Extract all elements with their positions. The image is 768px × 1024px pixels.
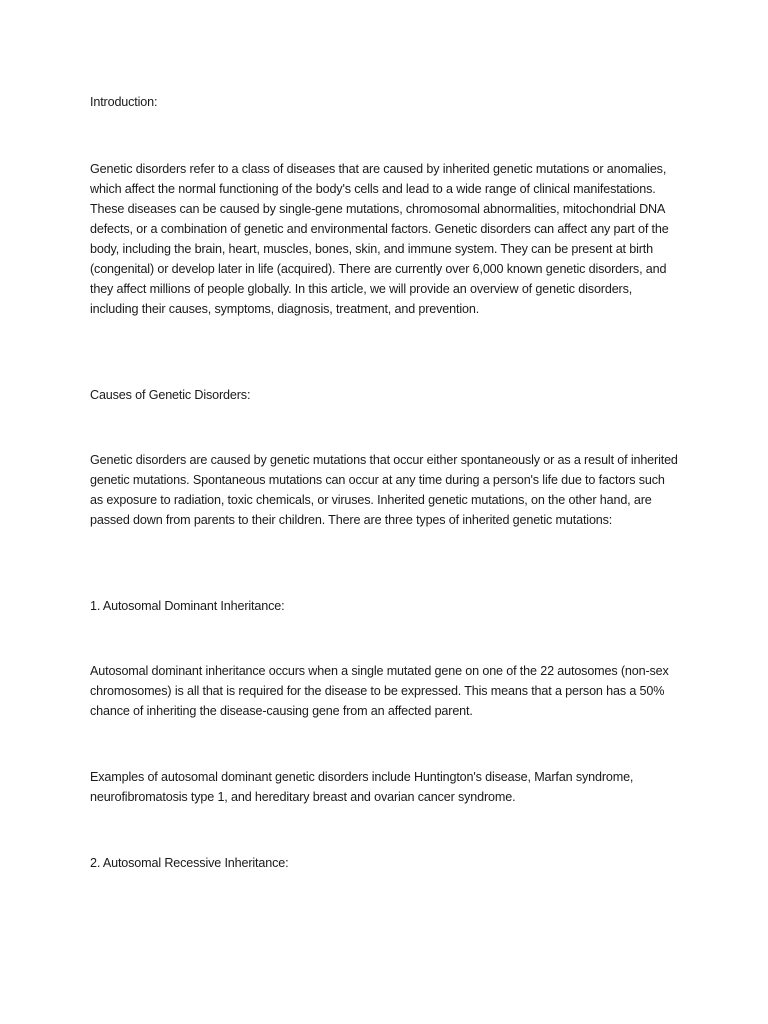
causes-paragraph: Genetic disorders are caused by genetic mutations that occur either spontaneously or as a result of inherited genetic mutations. Spontaneous mutations can occur at any time during a person's life due to factors such as exposure to radiation, toxic chemicals, or viruses. Inherited genetic mutations, on the other hand, are passed down from parents to their children. There are three types of inherited genetic mutations: [90,453,678,527]
introduction-paragraph: Genetic disorders refer to a class of diseases that are caused by inherited genetic mutations or anomalies, which affect the normal functioning of the body's cells and lead to a wide range of clinical manifestations. These diseases can be caused by single-gene mutations, chromosomal abnormalities, mitochondrial DNA defects, or a combination of genetic and environmental factors. Genetic disorders can affect any part of the body, including the brain, heart, muscles, bones, skin, and immune system. They can be present at birth (congenital) or develop later in life (acquired). There are currently over 6,000 known genetic disorders, and they affect millions of people globally. In this article, we will provide an overview of genetic disorders, including their causes, symptoms, diagnosis, treatment, and prevention. [90,162,669,316]
introduction-heading: Introduction: [90,95,158,109]
autosomal-dominant-examples: Examples of autosomal dominant genetic disorders include Huntington's disease, Marfan syndrome, neurofibromatosis type 1, and hereditary breast and ovarian cancer syndrome. [90,770,634,804]
autosomal-recessive-heading: 2. Autosomal Recessive Inheritance: [90,856,289,870]
autosomal-dominant-heading: 1. Autosomal Dominant Inheritance: [90,599,285,613]
autosomal-dominant-paragraph: Autosomal dominant inheritance occurs when a single mutated gene on one of the 22 autosomes (non-sex chromosomes) is all that is required for the disease to be expressed. This means that a person has a 50% chance of inheriting the disease-causing gene from an affected parent. [90,664,669,718]
causes-heading: Causes of Genetic Disorders: [90,388,251,402]
